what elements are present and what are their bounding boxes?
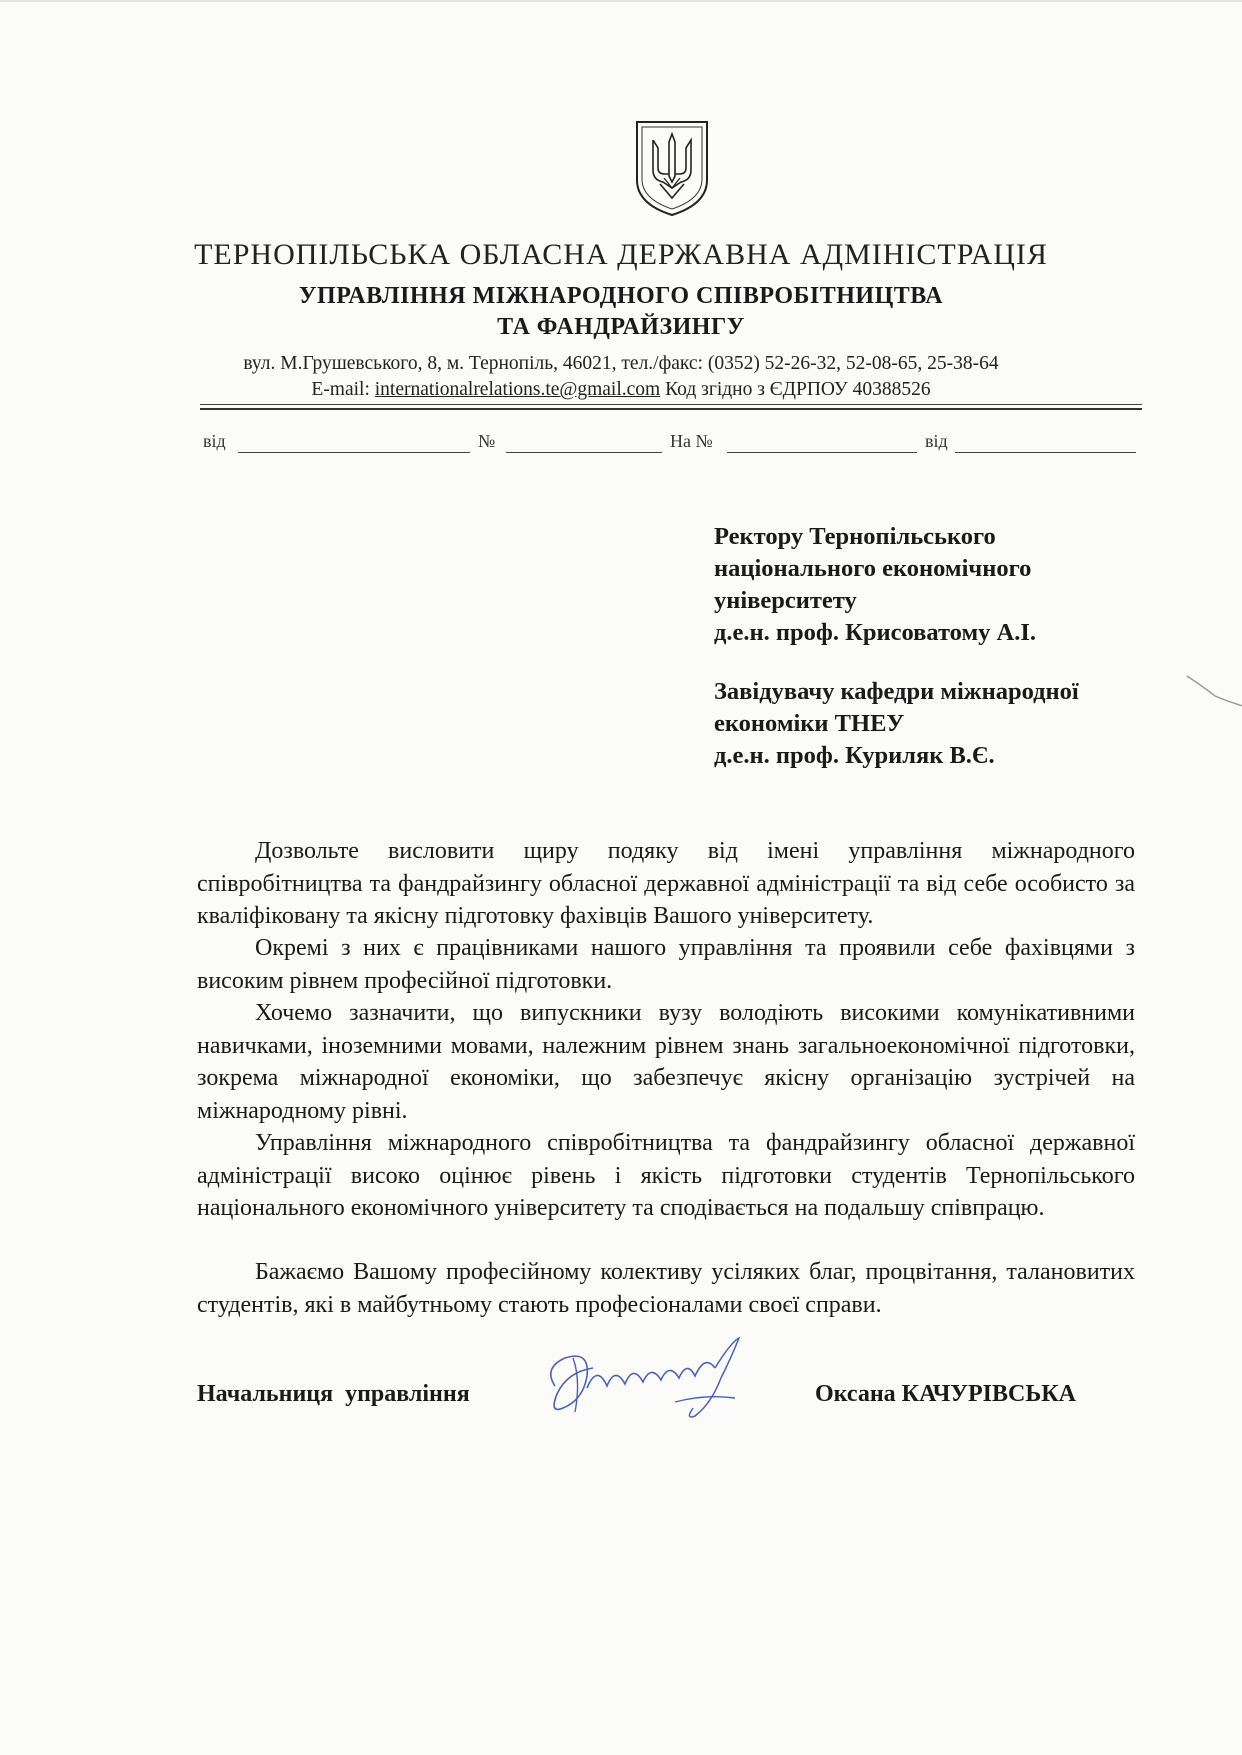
postal-address: вул. М.Грушевського, 8, м. Тернопіль, 46021, тел./факс: (0352) 52-26-32, 52-08-65, 25-38-64: [243, 353, 999, 374]
body-paragraph: Дозвольте висловити щиру подяку від імені управління міжнародного співробітництва та фандрайзингу обласної державної адміністрації та від себе особисто за кваліфіковану та якісну підготовку фахівців Вашого університету.: [197, 838, 1135, 929]
handwritten-signature-icon: [535, 1328, 765, 1423]
email-link[interactable]: internationalrelations.te@gmail.com: [374, 379, 661, 400]
header-divider-thin: [200, 404, 1142, 405]
department-name-line-2: ТА ФАНДРАЙЗИНГУ: [497, 314, 745, 340]
addressee-line: Ректору Тернопільського: [714, 523, 996, 550]
ref-date-label: від: [203, 431, 226, 451]
addressee-line: д.е.н. проф. Крисоватому А.І.: [714, 619, 1036, 646]
body-paragraph: Управління міжнародного співробітництва та фандрайзингу обласної державної адміністрації високо оцінює рівень і якість підготовки студентів Тернопільського національного економічного університету та сподівається на подальшу співпрацю.: [197, 1130, 1135, 1221]
addressee-line: економіки ТНЕУ: [714, 710, 905, 737]
organization-name: ТЕРНОПІЛЬСЬКА ОБЛАСНА ДЕРЖАВНА АДМІНІСТРАЦІЯ: [194, 238, 1048, 271]
header-divider-thick: [200, 408, 1142, 410]
ref-reply-date-blank: [955, 452, 1136, 453]
body-paragraph: Окремі з них є працівниками нашого управління та проявили себе фахівцями з високим рівнем професійної підготовки.: [197, 935, 1135, 994]
department-name-line-1: УПРАВЛІННЯ МІЖНАРОДНОГО СПІВРОБІТНИЦТВА: [298, 283, 944, 309]
addressee-line: національного економічного: [714, 555, 1032, 582]
scan-edge: [0, 0, 1242, 2]
ref-number-label: №: [478, 431, 496, 451]
signatory-position: Начальниця управління: [197, 1381, 470, 1407]
ref-reply-label: На №: [670, 431, 713, 451]
scan-artifact-stroke: [1185, 672, 1242, 712]
email-label: E-mail:: [311, 379, 375, 400]
addressee-rector: [714, 521, 1036, 649]
ref-reply-date-label: від: [925, 431, 948, 451]
registry-code: Код згідно з ЄДРПОУ 40388526: [660, 379, 931, 400]
addressee-line: Завідувачу кафедри міжнародної: [714, 678, 1079, 705]
trident-coat-of-arms-icon: [633, 118, 711, 218]
addressee-line: д.е.н. проф. Куриляк В.Є.: [714, 742, 995, 769]
contact-line: [0, 379, 1242, 401]
body-paragraph: Хочемо зазначити, що випускники вузу володіють високими комунікативними навичками, іноземними мовами, належним рівнем знань загальноекономічної підготовки, зокрема міжнародної економіки, що забезпечує якісну організацію зустрічей на міжнародному рівні.: [197, 1000, 1135, 1124]
ref-date-blank: [238, 452, 470, 453]
signatory-name: Оксана КАЧУРІВСЬКА: [815, 1381, 1076, 1407]
ref-reply-blank: [727, 452, 917, 453]
ref-number-blank: [506, 452, 662, 453]
addressee-line: університету: [714, 587, 857, 614]
addressee-department-head: [714, 676, 1079, 772]
body-paragraph: Бажаємо Вашому професійному колективу усіляких благ, процвітання, талановитих студентів, які в майбутньому стають професіоналами своєї справи.: [197, 1259, 1135, 1318]
